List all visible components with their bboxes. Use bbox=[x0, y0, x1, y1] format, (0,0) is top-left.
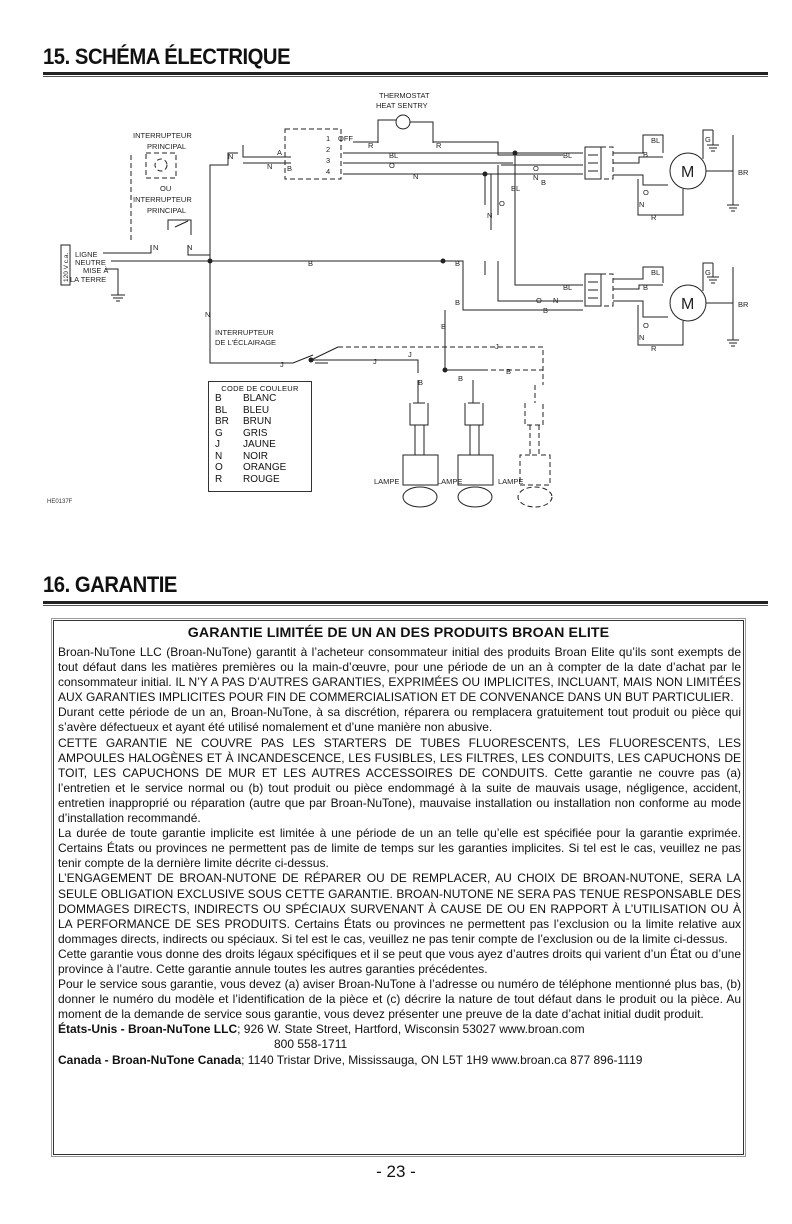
thermostat-symbol bbox=[396, 115, 410, 129]
wire-label-a: A bbox=[277, 148, 283, 157]
legend-row bbox=[209, 405, 311, 417]
section-16-rule-thin bbox=[43, 605, 768, 606]
wire-label-b8: B bbox=[441, 322, 447, 331]
us-label: États-Unis - Broan-NuTone LLC bbox=[58, 1022, 238, 1037]
light-switch-label: INTERRUPTEUR bbox=[215, 328, 274, 337]
voltage-label: 120 V c.a. bbox=[63, 252, 70, 282]
wire-label-bl1: BL bbox=[389, 151, 399, 160]
wire-label-o1: O bbox=[389, 161, 395, 170]
warranty-p3: CETTE GARANTIE NE COUVRE PAS LES STARTERS DE TUBES FLUORESCENTS, LES FLUORESCENTS, LES AMPOULES HALOGÈNES ET À INCANDESCENCE, LES FUSIBLES, LES FILTRES, LES CONDUITS, LES CAPUCHONS DE TOIT, LES CAPUCHONS DE MUR ET LES AUTRES ACCESSOIRES DE CONDUITS. Cette garantie ne couvre pas (a) l’entretien et le service normal ou (b) tout produit ou pièce endommagé à la suite de mauvais usage, négligence, accident, entretien inapproprié ou réparation (autre que par Broan-NuTone), mauvaise installation ou installation non conforme au mode d’installation recommandé. bbox=[58, 735, 741, 826]
section-15-rule bbox=[43, 72, 768, 75]
motor-1-label: M bbox=[681, 164, 695, 181]
legend-color-name: JAUNE bbox=[243, 439, 276, 450]
legend-row bbox=[209, 439, 311, 451]
mise-label: MISE À bbox=[83, 266, 109, 275]
off-label: OFF bbox=[338, 134, 353, 143]
thermostat-label-2: HEAT SENTRY bbox=[376, 101, 428, 110]
us-address-text: ; 926 W. State Street, Hartford, Wisconsin 53027 www.broan.com bbox=[237, 1022, 585, 1037]
section-15-rule-thin bbox=[43, 76, 768, 77]
wire-label-b6: B bbox=[543, 306, 549, 315]
wire-label-bl4: BL bbox=[651, 136, 661, 145]
main-switch-2 bbox=[168, 220, 191, 235]
wire-label-n11: N bbox=[205, 310, 211, 319]
wire-label-br1: BR bbox=[738, 168, 749, 177]
legend-row bbox=[209, 474, 311, 486]
fan-speed-switch bbox=[285, 129, 341, 179]
switch-main-label-2: PRINCIPAL bbox=[147, 142, 187, 151]
terre-label: LA TERRE bbox=[70, 275, 107, 284]
switch-main-2-label: INTERRUPTEUR bbox=[133, 195, 192, 204]
legend-color-name: BLEU bbox=[243, 404, 270, 416]
wire-label-n8: N bbox=[639, 200, 645, 209]
wire-label-j1: J bbox=[280, 360, 284, 369]
warranty-title: GARANTIE LIMITÉE DE UN AN DES PRODUITS BROAN ELITE bbox=[187, 625, 610, 641]
legend-row bbox=[209, 462, 311, 474]
switch-main-label: INTERRUPTEUR bbox=[133, 131, 192, 140]
speed-4: 4 bbox=[326, 167, 331, 176]
wire-label-j4: J bbox=[495, 342, 499, 351]
wire-label-o6: O bbox=[536, 296, 542, 305]
neutre-label: NEUTRE bbox=[75, 258, 106, 267]
legend-code: BR bbox=[215, 416, 229, 427]
warranty-p6: Cette garantie vous donne des droits légaux spécifiques et il se peut que vous ayez d’autres droits qui varient d’un État ou d’une province à l’autre. Cette garantie annule toutes les autres garanties précédentes. bbox=[58, 946, 741, 976]
warranty-p4: La durée de toute garantie implicite est limitée à une période de un an telle qu’elle est spécifiée pour la garantie exprimée. Certains États ou provinces ne permettent pas de limite de temps sur les garanties implicites. Si tel est le cas, veuillez ne pas tenir compte de la dernière limite décrite ci-dessus. bbox=[58, 826, 741, 871]
us-address bbox=[58, 1022, 741, 1037]
speed-1: 1 bbox=[326, 134, 331, 143]
section-16-rule bbox=[43, 601, 768, 604]
wire-label-b1: B bbox=[308, 259, 314, 268]
wire-label-br2: BR bbox=[738, 300, 749, 309]
wire-label-b9: B bbox=[506, 367, 512, 376]
wire-label-g1: G bbox=[705, 135, 711, 144]
warranty-body bbox=[58, 645, 741, 1068]
switch-main-2-label-2: PRINCIPAL bbox=[147, 206, 187, 215]
legend-code: R bbox=[215, 473, 223, 485]
section-15-title: 15. SCHÉMA ÉLECTRIQUE bbox=[43, 44, 291, 69]
wire-label-r3: R bbox=[651, 213, 657, 222]
wire-label-b5: B bbox=[455, 259, 461, 268]
wire-label-r1: R bbox=[368, 141, 374, 150]
legend-color-name: BLANC bbox=[243, 393, 277, 404]
diagram-code: HE0137F bbox=[47, 499, 73, 505]
wire-label-bl5: BL bbox=[651, 268, 661, 277]
color-code-legend bbox=[208, 381, 312, 492]
warranty-p1: Broan-NuTone LLC (Broan-NuTone) garantit à l’acheteur consommateur initial des produits Broan Elite qu’ils sont exempts de tout défaut dans les matières premières ou la main-d’œuvre, pour une période de un an à compter de la date d’achat par le consommateur initial. IL N’Y A PAS D’AUTRES GARANTIES, EXPRIMÉES OU IMPLICITES, INCLUANT, MAIS NON LIMITÉES AUX GARANTIES IMPLICITES POUR FIN DE COMMERCIALISATION ET DE CONVENANCE DANS UN BUT PARTICULIER. bbox=[58, 645, 741, 705]
wire-label-bl3: BL bbox=[563, 151, 573, 160]
ou-label: OU bbox=[160, 184, 172, 193]
wire-label-n9: N bbox=[639, 333, 645, 342]
wire-label-j3: J bbox=[408, 350, 412, 359]
wire-label-bl6: BL bbox=[563, 283, 573, 292]
warranty-p5: L’ENGAGEMENT DE BROAN-NUTONE DE RÉPARER OU DE REMPLACER, AU CHOIX DE BROAN-NUTONE, SERA LA SEULE OBLIGATION EXCLUSIVE SOUS CETTE GARANTIE. BROAN-NUTONE NE SERA PAS TENUE RESPONSABLE DES DOMMAGES DIRECTS, INDIRECTS OU SPÉCIAUX SURVENANT À CAUSE DE OU EN RAPPORT À L’UTILISATION OU À LA PERFORMANCE DE SES PRODUITS. Certains États ou provinces ne permettent pas l’exclusion ou la limite relative aux dommages directs, indirects ou spéciaux. Si tel est le cas, veuillez ne pas tenir compte de l’exclusion ou de la limite ci-dessus. bbox=[58, 871, 741, 946]
wire-label-b7: B bbox=[455, 298, 461, 307]
wire-label-n7: N bbox=[533, 173, 539, 182]
wire-label-n3: N bbox=[228, 152, 234, 161]
legend-code: G bbox=[215, 427, 223, 439]
legend-row bbox=[209, 428, 311, 440]
legend-row bbox=[209, 416, 311, 428]
lamp-1-label: LAMPE bbox=[374, 477, 400, 486]
wire-label-o4: O bbox=[643, 188, 649, 197]
legend-code: J bbox=[215, 439, 220, 450]
wire-label-n4: N bbox=[267, 162, 273, 171]
wire-label-b3: B bbox=[643, 150, 649, 159]
wire-label-n10: N bbox=[553, 296, 559, 305]
speed-3: 3 bbox=[326, 156, 331, 165]
wire-label-n1: N bbox=[153, 243, 159, 252]
wire-label-r2: R bbox=[436, 141, 442, 150]
wire-label-n6: N bbox=[487, 211, 493, 220]
wire-label-g2: G bbox=[705, 268, 711, 277]
legend-color-name: ORANGE bbox=[243, 462, 287, 473]
legend-code: N bbox=[215, 450, 223, 462]
warranty-p7: Pour le service sous garantie, vous devez (a) aviser Broan-NuTone à l’adresse ou numéro de téléphone mentionné plus bas, (b) donner le numéro du modèle et l’identification de la pièce et (c) décrire la nature de tout défaut dans le produit ou la pièce. Au moment de la demande de service sous garantie, vous devez présenter une preuve de la date d’achat initial dudit produit. bbox=[58, 977, 741, 1022]
page-number: - 23 - bbox=[376, 1162, 416, 1181]
wire-label-r4: R bbox=[651, 344, 657, 353]
legend-rows bbox=[209, 393, 311, 485]
wire-label-o2: O bbox=[499, 199, 505, 208]
ca-label: Canada - Broan-NuTone Canada bbox=[58, 1052, 242, 1067]
wiring-diagram bbox=[43, 85, 768, 525]
lamp-3-label: LAMPE bbox=[498, 477, 524, 486]
motor-2-label: M bbox=[681, 296, 695, 313]
main-switch-1 bbox=[146, 153, 176, 178]
lamp-2-label: LAMPE bbox=[437, 477, 463, 486]
wire-label-j2: J bbox=[373, 357, 377, 366]
ligne-label: LIGNE bbox=[75, 250, 98, 259]
speed-2: 2 bbox=[326, 145, 331, 154]
ca-address bbox=[58, 1053, 741, 1068]
wire-label-bl2: BL bbox=[511, 184, 521, 193]
wire-label-b2: B bbox=[541, 178, 547, 187]
lamp-3 bbox=[498, 385, 552, 507]
lamp-1 bbox=[374, 380, 438, 507]
warranty-p2: Durant cette période de un an, Broan-NuTone, à sa discrétion, réparera ou remplacera gratuitement tout produit ou pièce qui s’avère défectueux et ayant été utilisé nomalement et d’une manière non abusive. bbox=[58, 705, 741, 735]
wire-label-b4: B bbox=[643, 283, 649, 292]
wire-label-b11: B bbox=[458, 374, 464, 383]
wire-label-o5: O bbox=[643, 321, 649, 330]
wire-label-b-switch: B bbox=[287, 164, 293, 173]
legend-color-name: GRIS bbox=[243, 427, 268, 439]
legend-color-name: BRUN bbox=[243, 416, 272, 427]
lamp-2 bbox=[437, 380, 493, 507]
wire-label-n5: N bbox=[413, 172, 419, 181]
wire-label-n2: N bbox=[187, 243, 193, 252]
wire-label-b10: B bbox=[418, 378, 424, 387]
wire-label-o3: O bbox=[533, 164, 539, 173]
us-phone: 800 558-1711 bbox=[274, 1037, 348, 1052]
section-16-title: 16. GARANTIE bbox=[43, 572, 177, 597]
legend-row bbox=[209, 393, 311, 405]
legend-row bbox=[209, 451, 311, 463]
legend-color-name: ROUGE bbox=[243, 473, 280, 485]
legend-code: O bbox=[215, 462, 223, 473]
legend-title: CODE DE COULEUR bbox=[221, 384, 299, 393]
light-switch-label-2: DE L'ÉCLAIRAGE bbox=[215, 338, 277, 347]
warranty-box bbox=[53, 620, 744, 1155]
legend-color-name: NOIR bbox=[243, 450, 268, 462]
legend-code: BL bbox=[215, 404, 228, 416]
thermostat-label: THERMOSTAT bbox=[379, 91, 430, 100]
legend-code: B bbox=[215, 393, 222, 404]
ca-address-text: ; 1140 Tristar Drive, Mississauga, ON L5T 1H9 www.broan.ca 877 896-1119 bbox=[241, 1052, 643, 1067]
